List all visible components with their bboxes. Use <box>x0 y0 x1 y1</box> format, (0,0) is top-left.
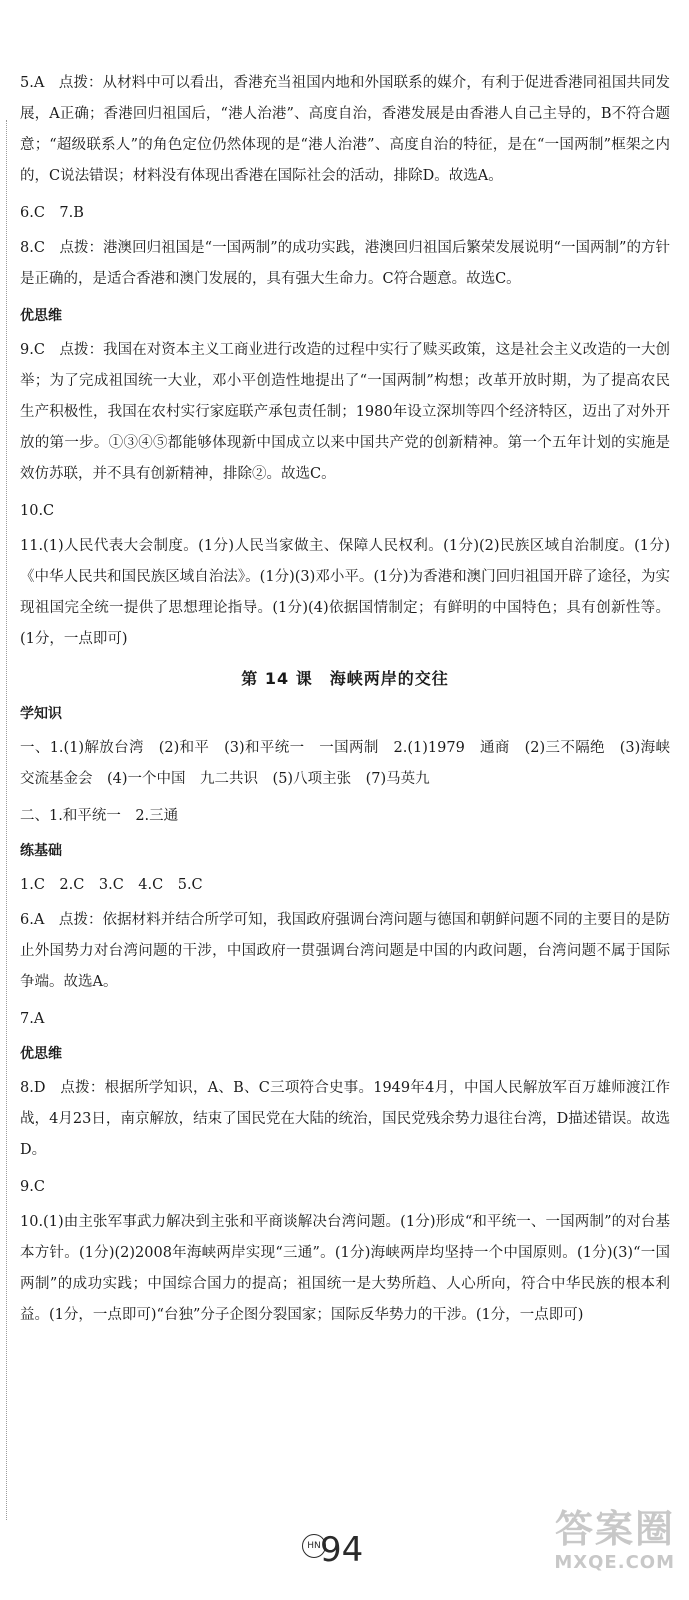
answer-item-10: 10.C <box>20 503 55 519</box>
section-heading-xue-zhishi: 学知识 <box>20 706 62 722</box>
answer-content <box>20 68 670 1337</box>
answer-lian-7: 7.A <box>20 1011 45 1027</box>
answer-lian-6: 6.A 点拨：依据材料并结合所学可知，我国政府强调台湾问题与德国和朝鲜问题不同的主要目的是防止外国势力对台湾问题的干涉，中国政府一贯强调台湾问题是中国的内政问题，台湾问题不属于国际争端。故选A。 <box>20 912 670 990</box>
section-heading-you-siwei-2: 优思维 <box>20 1046 62 1062</box>
answer-lian-1-5: 1.C 2.C 3.C 4.C 5.C <box>20 877 203 893</box>
answer-you-9: 9.C <box>20 1179 45 1195</box>
watermark-url: MXQE.COM <box>554 1552 675 1573</box>
answer-item-5: 5.A 点拨：从材料中可以看出，香港充当祖国内地和外国联系的媒介，有利于促进香港同祖国共同发展，A正确；香港回归祖国后，“港人治港”、高度自治，香港发展是由香港人自己主导的，B不符合题意；“超级联系人”的角色定位仍然体现的是“港人治港”、高度自治的特征，是在“一国两制”框架之内的，C说法错误；材料没有体现出香港在国际社会的活动，排除D。故选A。 <box>20 75 670 184</box>
answer-item-11: 11.(1)人民代表大会制度。(1分)人民当家做主、保障人民权利。(1分)(2)民族区域自治制度。(1分)《中华人民共和国民族区域自治法》。(1分)(3)邓小平。(1分)为香港和澳门回归祖国开辟了途径，为实现祖国完全统一提供了思想理论指导。(1分)(4)依据国情制定；有鲜明的中国特色；具有创新性等。(1分，一点即可) <box>20 538 670 647</box>
page-number: 94 <box>320 1530 364 1570</box>
watermark-logo <box>505 1506 675 1586</box>
answer-you-8: 8.D 点拨：根据所学知识，A、B、C三项符合史事。1949年4月，中国人民解放军百万雄师渡江作战，4月23日，南京解放，结束了国民党在大陆的统治，国民党残余势力退往台湾，D描述错误。故选D。 <box>20 1080 670 1158</box>
answer-item-9: 9.C 点拨：我国在对资本主义工商业进行改造的过程中实行了赎买政策，这是社会主义改造的一大创举；为了完成祖国统一大业，邓小平创造性地提出了“一国两制”构想；改革开放时期，为了提高农民生产积极性，我国在农村实行家庭联产承包责任制；1980年设立深圳等四个经济特区，迈出了对外开放的第一步。①③④⑤都能够体现新中国成立以来中国共产党的创新精神。第一个五年计划的实施是效仿苏联，并不具有创新精神，排除②。故选C。 <box>20 342 670 482</box>
answer-you-10: 10.(1)由主张军事武力解决到主张和平商谈解决台湾问题。(1分)形成“和平统一、一国两制”的对台基本方针。(1分)(2)2008年海峡两岸实现“三通”。(1分)海峡两岸均坚持一个中国原则。(1分)(3)“一国两制”的成功实践；中国综合国力的提高；祖国统一是大势所趋、人心所向，符合中华民族的根本利益。(1分，一点即可)“台独”分子企图分裂国家；国际反华势力的干涉。(1分，一点即可) <box>20 1214 670 1323</box>
section-heading-you-siwei-1: 优思维 <box>20 308 62 324</box>
section-heading-lian-jichu: 练基础 <box>20 843 62 859</box>
answer-xue-part-2: 二、1.和平统一 2.三通 <box>20 808 179 824</box>
lesson-title: 第 14 课 海峡两岸的交往 <box>241 669 449 688</box>
binding-dotted-line <box>6 120 7 1520</box>
answer-item-8: 8.C 点拨：港澳回归祖国是“一国两制”的成功实践，港澳回归祖国后繁荣发展说明“一国两制”的方针是正确的，是适合香港和澳门发展的，具有强大生命力。C符合题意。故选C。 <box>20 240 670 287</box>
answer-xue-part-1: 一、1.(1)解放台湾 (2)和平 (3)和平统一 一国两制 2.(1)1979 通商 (2)三不隔绝 (3)海峡交流基金会 (4)一个中国 九二共识 (5)八项主张 (7)马英九 <box>20 740 670 787</box>
answer-item-6-7: 6.C 7.B <box>20 205 84 221</box>
hn-badge-icon: HN <box>302 1534 326 1558</box>
watermark-text: 答案圈 <box>554 1507 675 1551</box>
